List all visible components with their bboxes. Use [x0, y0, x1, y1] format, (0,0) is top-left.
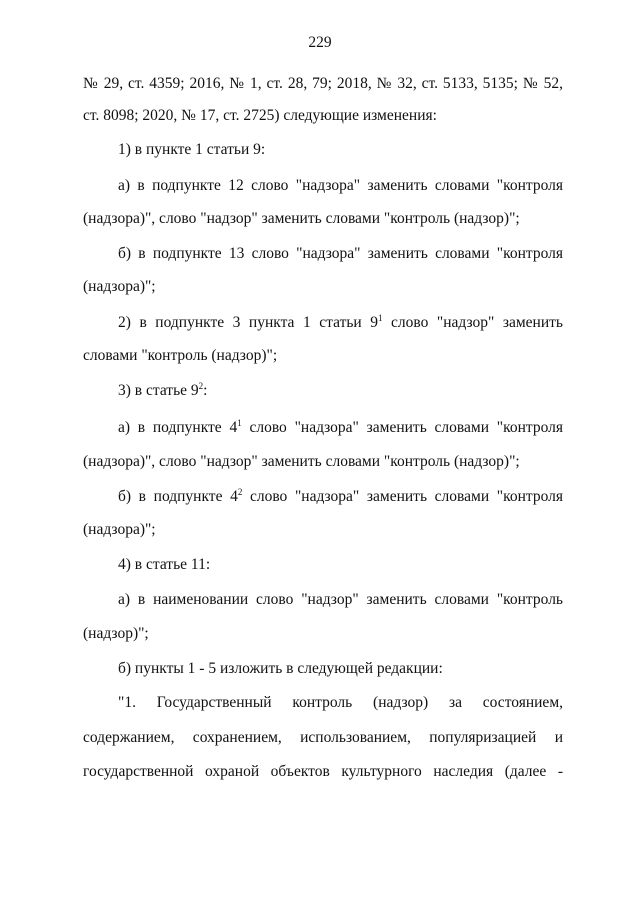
text-line-18: б) пункты 1 - 5 изложить в следующей редакции:: [118, 660, 443, 677]
page-number: 229: [308, 34, 332, 51]
superscript: 2: [237, 487, 243, 497]
text-line-10-a: 3) в статье 9: [118, 382, 199, 399]
text-line-17: (надзор)";: [83, 625, 149, 642]
text-line-8: [118, 313, 563, 333]
text-line-14: (надзора)";: [83, 521, 156, 538]
text-line-4: а) в подпункте 12 слово "надзора" заменить словами "контроля: [118, 177, 563, 194]
text-line-8-a: 2) в подпункте 3 пункта 1 статьи 9: [118, 314, 378, 331]
text-line-21: государственной охраной объектов культурного наследия (далее -: [83, 763, 563, 780]
text-line-12: (надзора)", слово "надзор" заменить словами "контроль (надзор)";: [83, 453, 520, 470]
text-line-9: словами "контроль (надзор)";: [83, 347, 278, 364]
text-line-11-a: а) в подпункте 4: [118, 419, 238, 436]
text-line-8-b: слово "надзор" заменить: [382, 314, 563, 331]
text-line-16: а) в наименовании слово "надзор" заменить словами "контроль: [118, 591, 563, 608]
text-line-13: [118, 487, 563, 507]
superscript: 1: [378, 313, 383, 323]
text-line-2: ст. 8098; 2020, № 17, ст. 2725) следующие изменения:: [83, 107, 437, 124]
superscript: 1: [237, 418, 242, 428]
text-line-3: 1) в пункте 1 статьи 9:: [118, 141, 266, 158]
text-line-13-a: б) в подпункте 4: [118, 488, 238, 505]
text-line-20: содержанием, сохранением, использованием, популяризацией и: [83, 729, 563, 746]
text-line-15: 4) в статье 11:: [118, 556, 211, 573]
text-line-10: [118, 381, 563, 401]
text-line-6: б) в подпункте 13 слово "надзора" заменить словами "контроля: [118, 245, 563, 262]
text-line-5: (надзора)", слово "надзор" заменить словами "контроль (надзор)";: [83, 210, 520, 227]
superscript: 2: [198, 381, 204, 391]
text-line-11: [118, 418, 563, 438]
text-line-7: (надзора)";: [83, 278, 156, 295]
text-line-10-b: :: [203, 382, 208, 399]
text-line-19: "1. Государственный контроль (надзор) за состоянием,: [118, 694, 563, 711]
text-line-13-b: слово "надзора" заменить словами "контроля: [242, 488, 564, 505]
text-line-1: № 29, ст. 4359; 2016, № 1, ст. 28, 79; 2018, № 32, ст. 5133, 5135; № 52,: [83, 75, 563, 92]
text-line-11-b: слово "надзора" заменить словами "контроля: [241, 419, 564, 436]
